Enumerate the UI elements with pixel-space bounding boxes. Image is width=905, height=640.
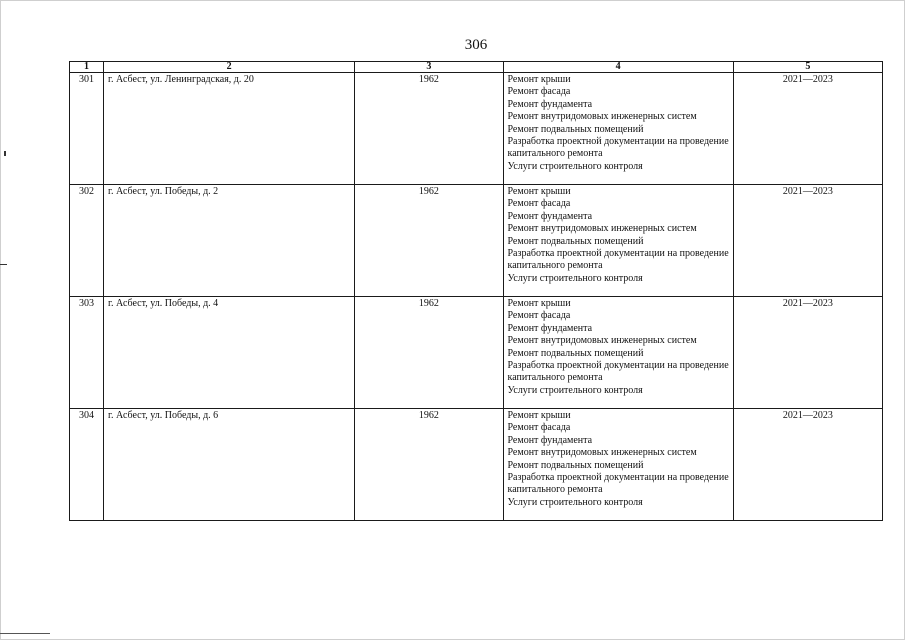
work-item: Разработка проектной документации на проведение капитального ремонта	[507, 360, 729, 384]
scan-mark	[4, 151, 6, 156]
table-header-row	[70, 62, 883, 73]
work-item: Ремонт подвальных помещений	[507, 123, 644, 135]
work-item: Ремонт внутридомовых инженерных систем	[507, 111, 697, 123]
column-header: 4	[503, 62, 733, 73]
works-cell	[503, 297, 733, 409]
table-row	[70, 409, 883, 521]
registry-table	[69, 61, 883, 521]
period-cell: 2021—2023	[733, 409, 882, 521]
work-item: Ремонт крыши	[507, 74, 571, 85]
table-row	[70, 185, 883, 297]
work-item: Ремонт крыши	[507, 186, 571, 197]
address-cell: г. Асбест, ул. Победы, д. 6	[104, 409, 355, 521]
work-item: Услуги строительного контроля	[507, 496, 643, 508]
column-header: 1	[70, 62, 104, 73]
work-item: Разработка проектной документации на проведение капитального ремонта	[507, 136, 729, 160]
works-cell	[503, 73, 733, 185]
works-cell	[503, 409, 733, 521]
scan-mark	[0, 633, 50, 634]
year-cell: 1962	[355, 185, 503, 297]
column-header: 3	[355, 62, 503, 73]
row-number: 301	[70, 73, 104, 185]
year-cell: 1962	[355, 73, 503, 185]
work-item: Ремонт крыши	[507, 410, 571, 421]
work-item: Услуги строительного контроля	[507, 384, 643, 396]
address-cell: г. Асбест, ул. Победы, д. 2	[104, 185, 355, 297]
work-item: Ремонт подвальных помещений	[507, 347, 644, 359]
row-number: 304	[70, 409, 104, 521]
work-item: Ремонт подвальных помещений	[507, 235, 644, 247]
row-number: 303	[70, 297, 104, 409]
table-body	[70, 73, 883, 521]
scan-mark	[0, 264, 7, 265]
period-cell: 2021—2023	[733, 185, 882, 297]
table-row	[70, 73, 883, 185]
period-cell: 2021—2023	[733, 297, 882, 409]
work-item: Ремонт крыши	[507, 298, 571, 309]
period-cell: 2021—2023	[733, 73, 882, 185]
address-cell: г. Асбест, ул. Ленинградская, д. 20	[104, 73, 355, 185]
work-item: Ремонт фасада	[507, 198, 571, 210]
table-row	[70, 297, 883, 409]
work-item: Ремонт фундамента	[507, 98, 593, 110]
work-item: Ремонт фундамента	[507, 322, 593, 334]
work-item: Ремонт фундамента	[507, 210, 593, 222]
work-item: Услуги строительного контроля	[507, 160, 643, 172]
work-item: Услуги строительного контроля	[507, 272, 643, 284]
column-header: 5	[733, 62, 882, 73]
address-cell: г. Асбест, ул. Победы, д. 4	[104, 297, 355, 409]
work-item: Ремонт фасада	[507, 86, 571, 98]
works-cell	[503, 185, 733, 297]
work-item: Ремонт подвальных помещений	[507, 459, 644, 471]
year-cell: 1962	[355, 297, 503, 409]
page-number: 306	[464, 37, 488, 53]
work-item: Разработка проектной документации на проведение капитального ремонта	[507, 248, 729, 272]
work-item: Ремонт фасада	[507, 310, 571, 322]
year-cell: 1962	[355, 409, 503, 521]
work-item: Ремонт внутридомовых инженерных систем	[507, 335, 697, 347]
work-item: Ремонт внутридомовых инженерных систем	[507, 223, 697, 235]
work-item: Ремонт внутридомовых инженерных систем	[507, 447, 697, 459]
work-item: Ремонт фасада	[507, 422, 571, 434]
column-header: 2	[104, 62, 355, 73]
work-item: Разработка проектной документации на проведение капитального ремонта	[507, 472, 729, 496]
row-number: 302	[70, 185, 104, 297]
work-item: Ремонт фундамента	[507, 434, 593, 446]
